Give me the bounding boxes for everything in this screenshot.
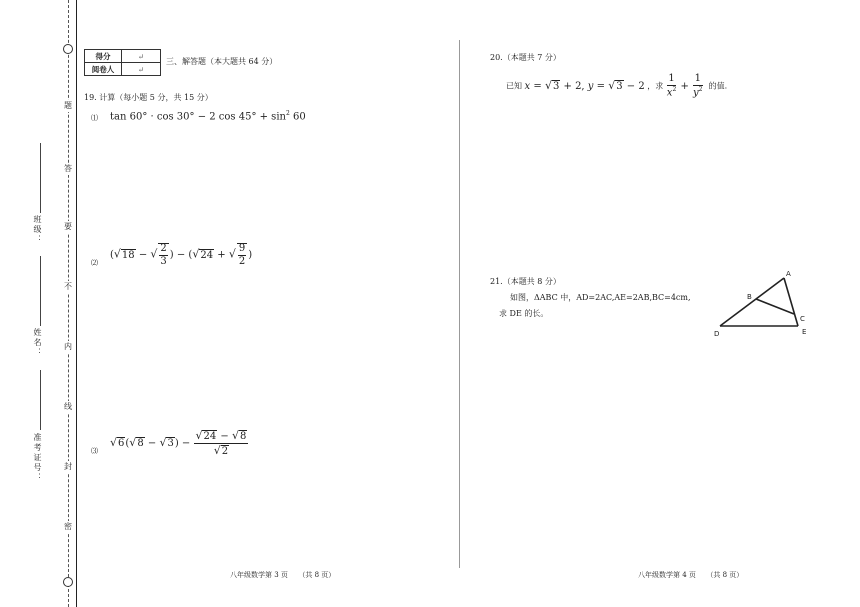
seal-char: 不 <box>64 282 72 291</box>
q20-ask: ，求 <box>647 81 664 91</box>
q21-line2: 求 DE 的长。 <box>499 309 549 318</box>
seal-char: 密 <box>64 522 72 531</box>
q19-p3-number: ⑶ <box>91 447 98 455</box>
point-label-A: A <box>786 270 791 278</box>
q21-title: 21.（本题共 8 分） <box>490 277 561 286</box>
name-blank-line <box>40 256 41 326</box>
point-label-E: E <box>802 328 807 336</box>
footer-left: 八年级数学第 3 页 （共 8 页） <box>230 571 336 579</box>
seal-char: 答 <box>64 164 72 173</box>
q19-p3-expression: √6(√8 − √3) − $\frac{√24 - √8}{√2}$ <box>110 429 247 457</box>
segment-BC <box>756 299 794 314</box>
exam-no-blank-line <box>40 370 41 430</box>
exam-no-label: 准考证号： <box>33 433 42 483</box>
reviewer-label: 阅卷人 <box>85 63 122 76</box>
seal-char: 封 <box>64 462 72 471</box>
binding-solid-line <box>76 0 77 607</box>
point-label-C: C <box>800 315 805 323</box>
point-label-B: B <box>747 293 752 301</box>
segment-AD <box>720 278 784 326</box>
score-table <box>84 49 161 76</box>
name-label: 姓名： <box>33 328 42 358</box>
reviewer-cell[interactable]: ↵ <box>122 63 161 76</box>
segment-AE <box>784 278 798 326</box>
column-separator <box>459 40 460 568</box>
class-blank-line <box>40 143 41 213</box>
section-title: 三、解答题（本大题共 64 分） <box>166 57 278 66</box>
point-label-D: D <box>714 330 720 338</box>
binding-dashed-line <box>68 0 69 607</box>
q20-expression: $\frac{1}{x^2}$ + $\frac{1}{y^2}$ <box>666 73 703 99</box>
seal-char: 内 <box>64 342 72 351</box>
binding-circle-icon <box>63 44 73 54</box>
q20-statement <box>506 74 727 98</box>
seal-char: 要 <box>64 222 72 231</box>
q19-p1-number: ⑴ <box>91 114 98 122</box>
q21-line1: 如图，ΔABC 中，AD=2AC,AE=2AB,BC=4cm, <box>510 293 691 302</box>
q19-p1-expression: tan 60° · cos 30° − 2 $\cos 45^\circ + \sin^2 60$ <box>110 110 306 123</box>
seal-char: 线 <box>64 402 72 411</box>
q20-suffix: 的值. <box>708 81 728 91</box>
score-cell[interactable]: ↵ <box>122 50 161 63</box>
score-label: 得分 <box>85 50 122 63</box>
seal-char: 题 <box>64 101 72 110</box>
binding-circle-icon <box>63 577 73 587</box>
q19-p2-expression: (√18 − √ $\frac{2}{3}$ ) − (√24 + √ $\frac{9}{2}$ ) <box>110 243 253 267</box>
q19-p2-number: ⑵ <box>91 259 98 267</box>
footer-right: 八年级数学第 4 页 （共 8 页） <box>638 571 744 579</box>
q20-condition: x = √3 + 2, y = √3 − 2 <box>524 78 645 92</box>
q20-title: 20.（本题共 7 分） <box>490 53 561 62</box>
q19-title: 19. 计算（每小题 5 分，共 15 分） <box>84 93 213 102</box>
class-label: 班级： <box>33 215 42 245</box>
q20-prefix: 已知 <box>506 81 522 91</box>
triangle-figure <box>712 268 812 338</box>
